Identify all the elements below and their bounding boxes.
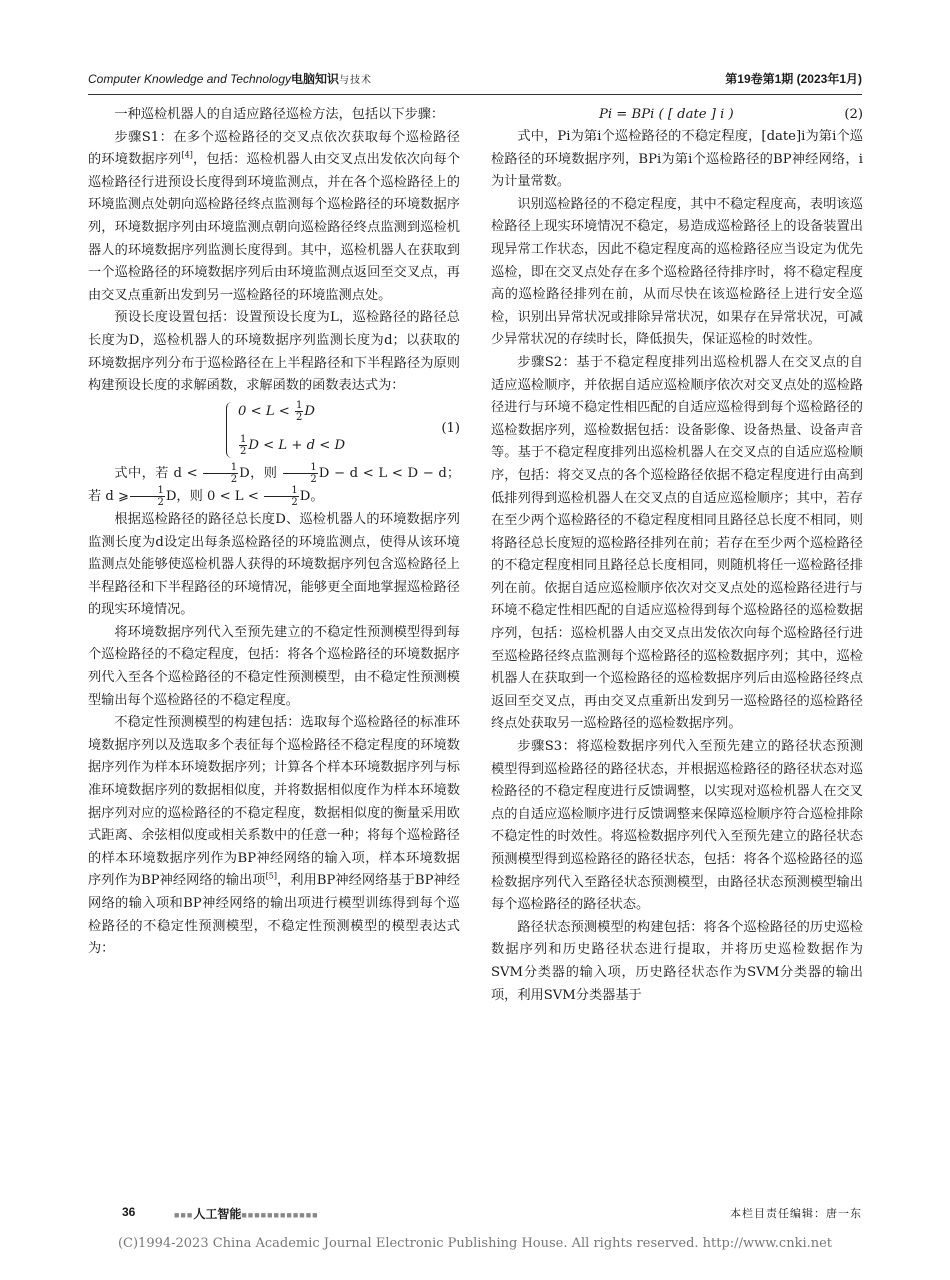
equation-number: (1) bbox=[441, 420, 460, 436]
column-editor: 本栏目责任编辑：唐一东 bbox=[730, 1208, 862, 1220]
header-rule bbox=[88, 94, 862, 95]
equation-line-1: 0 < L < $\frac{1}{2}$ D bbox=[238, 399, 315, 423]
equation-brace bbox=[226, 402, 235, 458]
paragraph-model: 不稳定性预测模型的构建包括：选取每个巡检路径的标准环境数据序列以及选取多个表征每个巡检路径不稳定程度的环境数据序列作为样本环境数据序列；计算各个样本环境数据序列与标准环境数据序列的数据相似度，并将数据相似度作为样本环境数据序列对应的巡检路径的不稳定程度，数据相似度的衡量采用欧式距离、余弦相似度或相关系数中的任意一种；将每个巡检路径的样本环境数据序列作为BP神经网络的输入项，样本环境数据序列作为BP神经网络的输出项[5]，利用BP神经网络基于BP神经网络的输入项和BP神经网络的输出项进行模型训练得到每个巡检路径的不稳定性预测模型，不稳定性预测模型的模型表达式为： bbox=[88, 715, 460, 957]
text: 步骤S1：在多个巡检路径的交叉点依次获取每个巡检路径的环境数据序列 bbox=[88, 129, 460, 168]
paragraph: 根据巡检路径的路径总长度D、巡检机器人的环境数据序列监测长度为d设定出每条巡检路径的环境监测点，使得从该环境监测点处能够使巡检机器人获得的环境数据序列包含巡检路径上半程路径和下半程路径的环境情况，能够更全面地掌握巡检路径的现实环境情况。 bbox=[88, 511, 460, 618]
paragraph-step-s3: 步骤S3：将巡检数据序列代入至预先建立的路径状态预测模型得到巡检路径的路径状态，并根据巡检路径的路径状态对巡检路径的不稳定程度进行反馈调整，以实现对巡检机器人在交叉点的自适应巡检顺序进行反馈调整来保障巡检顺序符合巡检排除不稳定性的时效性。将巡检数据序列代入至预先建立的路径状态预测模型得到巡检路径的路径状态，包括：将各个巡检路径的巡检数据序列代入至路径状态预测模型，由路径状态预测模型输出每个巡检路径的路径状态。 bbox=[491, 739, 863, 913]
decorative-dots: ■■■ bbox=[174, 1210, 194, 1220]
section-label: ■■■人工智能■■■■■■■■■■■■ bbox=[174, 1207, 319, 1221]
equation-2 bbox=[491, 104, 863, 126]
paragraph: 式中，Pi为第i个巡检路径的不稳定程度，[date]i为第i个巡检路径的环境数据序列，BPi为第i个巡检路径的BP神经网络，i为计量常数。 bbox=[491, 129, 863, 190]
journal-name-suffix: 与技术 bbox=[339, 75, 373, 86]
journal-name-en: Computer Knowledge and Technology bbox=[88, 72, 292, 86]
issue-info: 第19卷第1期 (2023年1月) bbox=[725, 72, 862, 86]
equation-1 bbox=[88, 398, 460, 462]
citation: [4] bbox=[181, 150, 193, 160]
paragraph: 将环境数据序列代入至预先建立的不稳定性预测模型得到每个巡检路径的不稳定程度，包括：将各个巡检路径的环境数据序列代入至各个巡检路径的不稳定性预测模型，由不稳定性预测模型输出每个巡检路径的不稳定程度。 bbox=[88, 624, 460, 708]
running-header bbox=[88, 70, 862, 90]
page-number: 36 bbox=[122, 1205, 136, 1219]
fraction-half: $\frac{1}{2}$ bbox=[296, 399, 303, 423]
paragraph-step-s2: 步骤S2：基于不稳定程度排列出巡检机器人在交叉点的自适应巡检顺序，并依据自适应巡检顺序依次对交叉点处的巡检路径进行与环境不稳定性相匹配的自适应巡检得到每个巡检路径的巡检数据序列，巡检数据包括：设备影像、设备热量、设备声音等。基于不稳定程度排列出巡检机器人在交叉点的自适应巡检顺序，包括：将交叉点的各个巡检路径依据不稳定程度进行由高到低排列得到巡检机器人在交叉点的自适应巡检顺序；其中，若存在至少两个巡检路径的不稳定程度相同且路径总长度不相同，则将路径总长度短的巡检路径排列在前；若存在至少两个巡检路径的不稳定程度相同且路径总长度相同，则随机将任一巡检路径排列在前。依据自适应巡检顺序依次对交叉点处的巡检路径进行与环境不稳定性相匹配的自适应巡检得到每个巡检路径的巡检数据序列，包括：巡检机器人由交叉点出发依次向每个巡检路径行进至巡检路径终点监测每个巡检路径的巡检数据序列；其中，巡检机器人在获取到一个巡检路径的巡检数据序列后由巡检路径终点返回至交叉点，再由交叉点重新出发到另一巡检路径的巡检路径终点处获取另一巡检路径的巡检数据序列。 bbox=[491, 354, 863, 732]
copyright-notice: (C)1994-2023 China Academic Journal Electronic Publishing House. All rights reserved. http://www.cnki.net bbox=[117, 1236, 833, 1251]
fraction-half: $\frac{1}{2}$ bbox=[240, 433, 247, 457]
paragraph: 预设长度设置包括：设置预设长度为L，巡检路径的路径总长度为D，巡检机器人的环境数据序列监测长度为d；以获取的环境数据序列分布于巡检路径在上半程路径和下半程路径为原则构建预设长度的求解函数，求解函数的函数表达式为： bbox=[88, 310, 460, 394]
equation-line-2: $\frac{1}{2}$ D < L + d < D bbox=[240, 433, 346, 457]
running-footer bbox=[88, 1205, 862, 1225]
paragraph: 路径状态预测模型的构建包括：将各个巡检路径的历史巡检数据序列和历史路径状态进行提取，并将历史巡检数据作为SVM分类器的输入项，历史路径状态作为SVM分类器的输出项，利用SVM分类器基于 bbox=[491, 919, 863, 1003]
paragraph: 一种巡检机器人的自适应路径巡检方法，包括以下步骤： bbox=[114, 107, 445, 122]
equation-number: (2) bbox=[844, 107, 863, 122]
equation-body: Pi = BPi ( [ date ] i ) bbox=[599, 107, 734, 122]
right-column bbox=[491, 104, 863, 1007]
journal-name bbox=[88, 70, 372, 87]
journal-name-cn: 电脑知识 bbox=[291, 72, 340, 86]
citation: [5] bbox=[265, 872, 277, 882]
left-column bbox=[88, 104, 460, 961]
decorative-dots: ■■■■■■■■■■■■ bbox=[241, 1210, 319, 1220]
paragraph: 识别巡检路径的不稳定程度，其中不稳定程度高，表明该巡检路径上现实环境情况不稳定，易造成巡检路径上的设备装置出现异常工作状态，因此不稳定程度高的巡检路径应当设定为优先巡检，即在交叉点处存在多个巡检路径待排序时，将不稳定程度高的巡检路径排列在前，从而尽快在该巡检路径上进行安全巡检，识别出异常状况或排除异常状况，如果存在异常状况，可减少异常状况的存续时长，降低损失，保证巡检的时效性。 bbox=[491, 196, 863, 348]
paragraph-step-s1 bbox=[88, 127, 460, 308]
text: ，包括：巡检机器人由交叉点出发依次向每个巡检路径行进预设长度得到环境监测点，并在各个巡检路径上的环境监测点处朝向巡检路径终点监测每个巡检路径的环境数据序列，环境数据序列由环境监测点朝向巡检路径终点监测到巡检机器人的环境数据序列监测长度得到。其中，巡检机器人在获取到一个巡检路径的环境数据序列后由环境监测点返回至交叉点，再由交叉点重新出发到另一巡检路径的环境监测点处。 bbox=[88, 152, 461, 303]
paragraph-condition: 式中，若 d < $\frac{1}{2}$ D，则 $\frac{1}{2}$ D − d < L < D − d；若 d ⩾ $\frac{1}{2}$ D，则 0 < L < $\frac{1}{2}$ D。 bbox=[88, 461, 461, 509]
